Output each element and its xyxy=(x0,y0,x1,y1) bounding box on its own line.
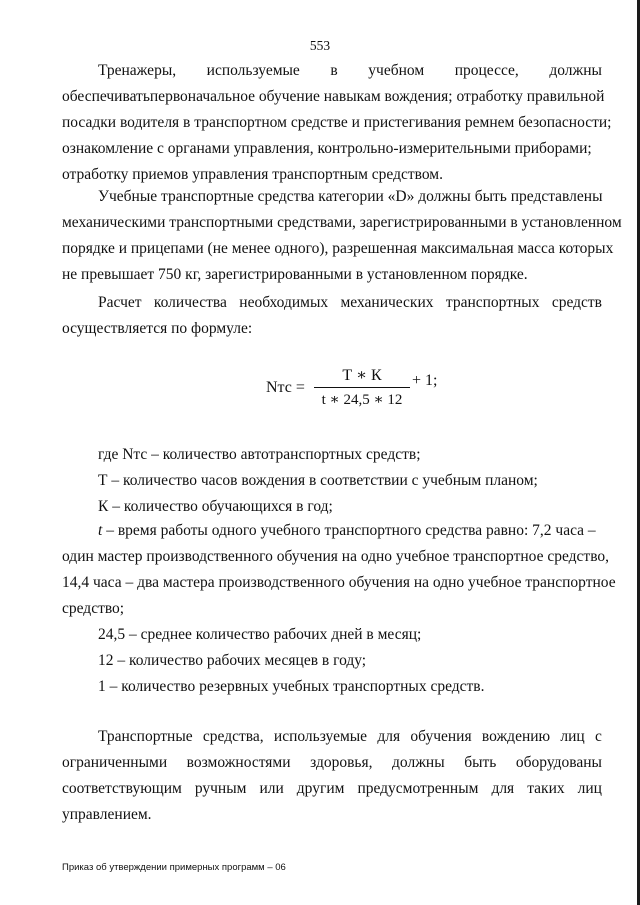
word: процессе, xyxy=(454,62,519,79)
paragraph-line: осуществляется по формуле: xyxy=(62,320,253,337)
word: количества xyxy=(153,294,227,311)
word: Транспортные xyxy=(98,728,193,745)
definition-line xyxy=(62,518,602,544)
word: используемые xyxy=(206,62,300,79)
definitions-block xyxy=(62,648,602,674)
paragraph-line xyxy=(62,58,602,84)
word: для xyxy=(491,780,515,797)
definitions-block xyxy=(62,468,602,494)
page-number: 553 xyxy=(309,38,331,53)
paragraph-calculation xyxy=(62,290,602,342)
word: таких xyxy=(527,780,565,797)
paragraph-line xyxy=(62,750,602,776)
formula-numerator: Т ∗ К xyxy=(342,367,382,384)
word: другим xyxy=(296,780,345,797)
definition-line: где Nтс – количество автотранспортных средств; xyxy=(98,446,421,463)
word: оборудованы xyxy=(515,754,602,771)
definitions-block xyxy=(62,494,602,520)
word: быть xyxy=(464,754,497,771)
definitions-block xyxy=(62,622,602,648)
definition-t xyxy=(62,518,616,622)
formula-fraction xyxy=(314,366,410,410)
paragraph-line: ознакомление с органами управления, контрольно-измерительными приборами; xyxy=(62,140,592,157)
word: или xyxy=(259,780,284,797)
word: должны xyxy=(392,754,445,771)
paragraph-line: обеспечиватьпервоначальное обучение навыкам вождения; отработку правильной xyxy=(62,88,605,105)
definitions-block xyxy=(62,674,602,700)
word: должны xyxy=(549,62,602,79)
word: ограниченными xyxy=(62,754,168,771)
formula-denominator: t ∗ 24,5 ∗ 12 xyxy=(321,392,403,408)
paragraph-disabled-persons xyxy=(62,724,602,828)
footer-note: Приказ об утверждении примерных программ – 06 xyxy=(62,862,286,873)
paragraph-vehicles-category-d xyxy=(62,184,622,288)
paragraph-line: управлением. xyxy=(62,806,152,823)
word: для xyxy=(377,728,401,745)
fraction-bar xyxy=(314,387,410,388)
definition-line: 24,5 – среднее количество рабочих дней в месяц; xyxy=(98,626,422,643)
paragraph-line xyxy=(62,776,602,802)
definition-line: средство; xyxy=(62,600,125,617)
paragraph-line: не превышает 750 кг, зарегистрированными в установленном порядке. xyxy=(62,266,528,283)
word: в xyxy=(330,62,338,79)
word: соответствующим xyxy=(62,780,182,797)
definition-text: – время работы одного учебного транспортного средства равно: 7,2 часа – xyxy=(102,522,596,539)
variable-t: t xyxy=(98,522,103,539)
paragraph-simulators xyxy=(62,58,612,188)
word: используемые xyxy=(273,728,368,745)
word: необходимых xyxy=(239,294,329,311)
word: механических xyxy=(340,294,434,311)
paragraph-line: порядке и прицепами (не менее одного), разрешенная максимальная масса которых xyxy=(62,240,614,257)
word: лиц xyxy=(577,780,602,797)
definition-line: 12 – количество рабочих месяцев в году; xyxy=(98,652,367,669)
word: обучения xyxy=(410,728,472,745)
formula-lhs: Nтс = xyxy=(266,379,305,396)
word: возможностями xyxy=(186,754,291,771)
definition-line: К – количество обучающихся в год; xyxy=(98,498,333,515)
word: учебном xyxy=(368,62,425,79)
paragraph-line: механическими транспортными средствами, зарегистрированными в установленном xyxy=(62,214,622,231)
word: вождению xyxy=(481,728,551,745)
paragraph-line: отработку приемов управления транспортным средством. xyxy=(62,166,443,183)
word: средств xyxy=(551,294,602,311)
definition-line: один мастер производственного обучения на одно учебное транспортное средство, xyxy=(62,548,610,565)
definitions-block xyxy=(62,442,602,468)
word: предусмотренным xyxy=(357,780,479,797)
word: транспортных xyxy=(445,294,540,311)
definition-line: 1 – количество резервных учебных транспортных средств. xyxy=(98,678,485,695)
paragraph-line xyxy=(62,724,602,750)
word: Тренажеры, xyxy=(98,62,177,79)
formula-rhs: + 1; xyxy=(412,372,438,389)
paragraph-line: посадки водителя в транспортном средстве и пристегивания ремнем безопасности; xyxy=(62,114,612,131)
paragraph-line: Учебные транспортные средства категории «D» должны быть представлены xyxy=(98,188,603,205)
word: Расчет xyxy=(98,294,142,311)
paragraph-line xyxy=(62,290,602,316)
word: здоровья, xyxy=(310,754,373,771)
word: с xyxy=(595,728,602,745)
word: ручным xyxy=(194,780,247,797)
word: средства, xyxy=(202,728,264,745)
word: лиц xyxy=(560,728,585,745)
definition-line: Т – количество часов вождения в соответствии с учебным планом; xyxy=(98,472,538,489)
definition-line: 14,4 часа – два мастера производственного обучения на одно учебное транспортное xyxy=(62,574,616,591)
